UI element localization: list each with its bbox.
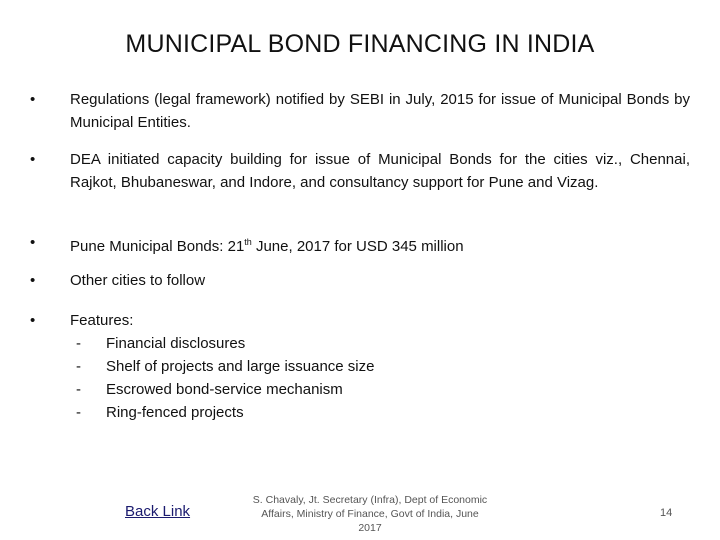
bullet-text bbox=[70, 309, 690, 424]
feature-item: - Shelf of projects and large issuance size bbox=[76, 358, 375, 375]
feature-item: - Escrowed bond-service mechanism bbox=[76, 381, 343, 398]
footer-attribution: S. Chavaly, Jt. Secretary (Infra), Dept of Economic Affairs, Ministry of Finance, Govt of India, June 2017 bbox=[252, 494, 488, 534]
bullet-icon: • bbox=[30, 234, 36, 251]
feature-item: - Financial disclosures bbox=[76, 335, 246, 352]
bullet-icon: • bbox=[30, 312, 36, 329]
bullet-icon: • bbox=[30, 91, 36, 108]
bullet-text: Other cities to follow bbox=[70, 272, 206, 289]
bullet-dea bbox=[30, 148, 690, 194]
back-link[interactable]: Back Link bbox=[125, 503, 191, 520]
feature-item: - Ring-fenced projects bbox=[76, 404, 244, 421]
bullet-pune-bonds bbox=[30, 231, 690, 258]
slide-title: MUNICIPAL BOND FINANCING IN INDIA bbox=[125, 30, 595, 58]
bullet-text: DEA initiated capacity building for issue of Municipal Bonds for the cities viz., Chennai, Rajkot, Bhubaneswar, and Indore, and consultancy support for Pune and Vizag. bbox=[70, 151, 690, 191]
bullet-other-cities bbox=[30, 269, 690, 292]
bullet-text: Regulations (legal framework) notified by SEBI in July, 2015 for issue of Municipal Bonds by Municipal Entities. bbox=[70, 91, 690, 131]
bullet-icon: • bbox=[30, 151, 36, 168]
bullet-regulations bbox=[30, 88, 690, 134]
page-number: 14 bbox=[660, 507, 673, 519]
bullet-features bbox=[30, 309, 690, 424]
features-heading: Features: bbox=[70, 312, 134, 329]
bullet-icon: • bbox=[30, 272, 36, 289]
bullet-text: Pune Municipal Bonds: 21th June, 2017 for USD 345 million bbox=[70, 237, 464, 255]
